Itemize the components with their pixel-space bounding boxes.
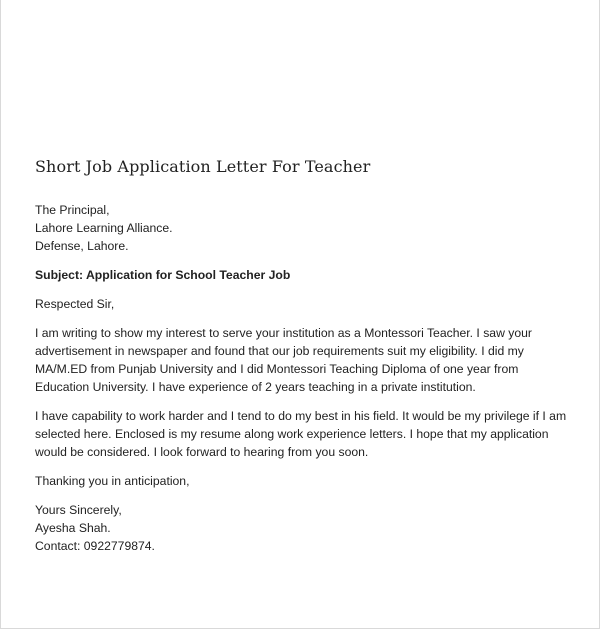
letter-paragraph-1: I am writing to show my interest to serve your institution as a Montessori Teacher. I saw your advertisement in newspaper and found that our job requirements suit my eligibility. I did my MA/M.ED from Punjab University and I did Montessori Teaching Diploma of one year from Education University. I have experience of 2 years teaching in a private institution. — [35, 326, 532, 394]
letter-paragraph-2: I have capability to work harder and I tend to do my best in his field. It would be my privilege if I am selected here. Enclosed is my resume along work experience letters. I hope that my application would be considered. I look forward to hearing from you soon. — [35, 409, 567, 459]
letter-thanks: Thanking you in anticipation, — [35, 474, 190, 488]
contact-line: Contact: 0922779874. — [35, 539, 155, 553]
closing-line: Yours Sincerely, — [35, 503, 122, 517]
address-line: Defense, Lahore. — [35, 239, 129, 253]
letter-body — [35, 201, 575, 555]
recipient-address — [35, 201, 575, 255]
signature-name: Ayesha Shah. — [35, 521, 111, 535]
letter-salutation: Respected Sir, — [35, 297, 115, 311]
letter-closing — [35, 501, 575, 555]
letter-subject: Subject: Application for School Teacher Job — [35, 268, 291, 282]
address-line: The Principal, — [35, 203, 110, 217]
letter-title: Short Job Application Letter For Teacher — [35, 157, 371, 176]
address-line: Lahore Learning Alliance. — [35, 221, 173, 235]
